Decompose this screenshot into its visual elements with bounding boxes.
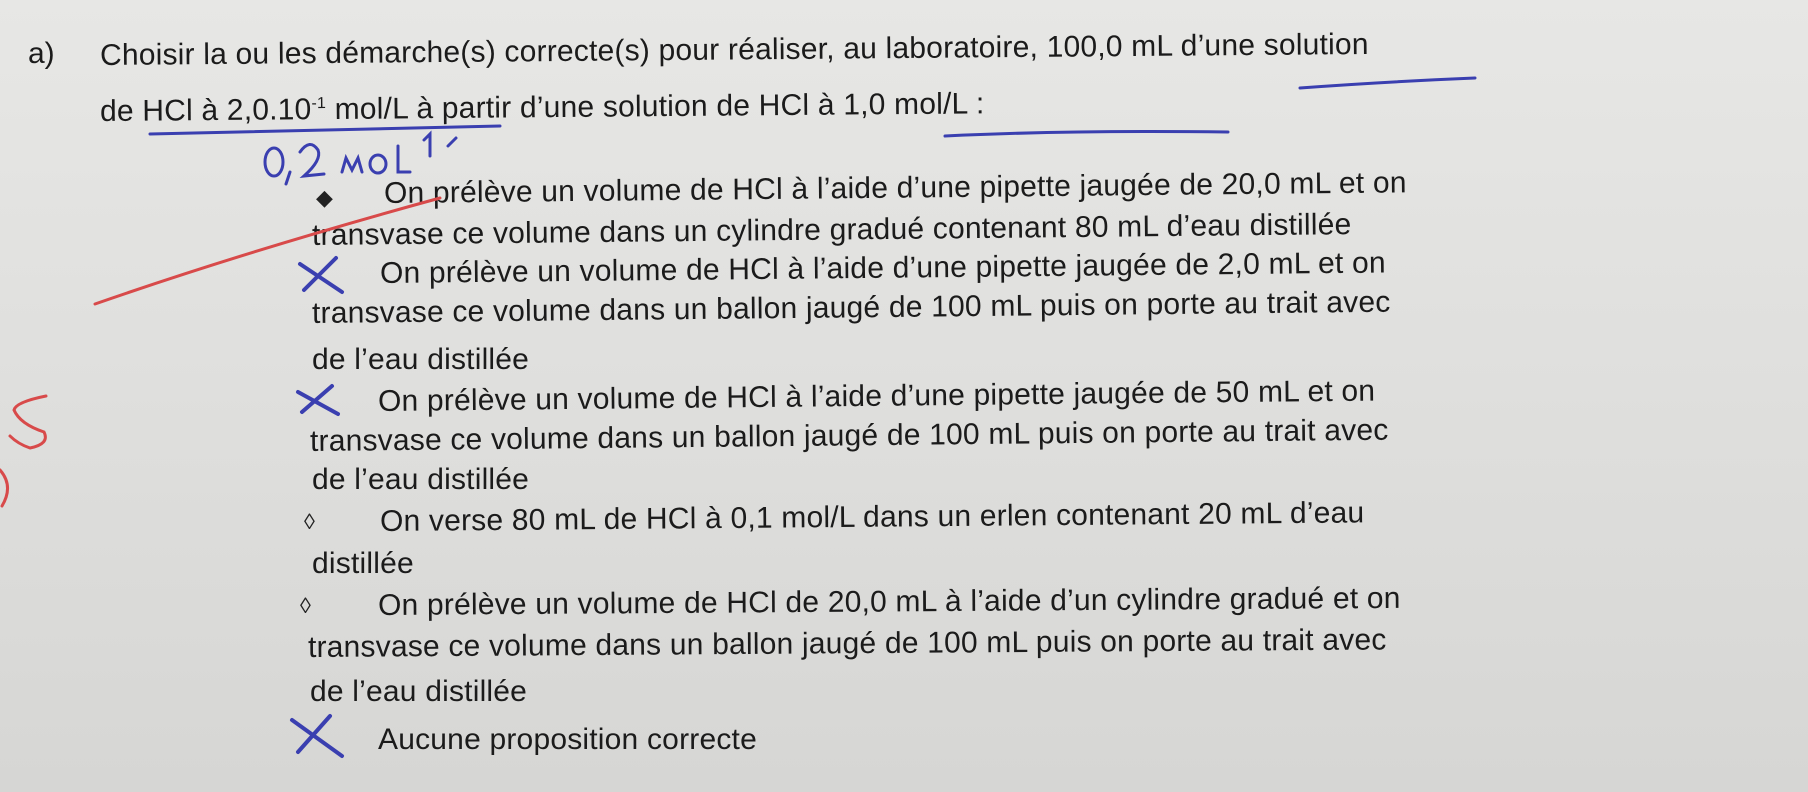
question-text-end: d’une solution — [1172, 27, 1369, 63]
option-5-line-1: On prélève un volume de HCl de 20,0 mL à l’aide d’un cylindre gradué et on — [377, 581, 1401, 622]
cross-option-2-mark — [300, 258, 342, 292]
question-line-2 — [100, 86, 985, 130]
question-text-mid: à partir d’une solution de — [407, 89, 759, 126]
option-1-line-1: On prélève un volume de HCl à l’aide d’une pipette jaugée de 20,0 mL et on — [383, 166, 1407, 210]
concentration-unit: mol/L — [325, 92, 409, 127]
target-volume: 100,0 mL — [1046, 29, 1173, 64]
option-2-line-2: transvase ce volume dans un ballon jaugé de 100 mL puis on porte au trait avec — [311, 285, 1391, 330]
question-text: Choisir la ou les démarche(s) correcte(s) pour réaliser, au laboratoire, — [99, 30, 1047, 72]
option-1-line-2: transvase ce volume dans un cylindre gradué contenant 80 mL d’eau distillée — [311, 208, 1352, 252]
option-5-line-2: transvase ce volume dans un ballon jaugé de 100 mL puis on porte au trait avec — [307, 623, 1387, 664]
option-3-line-1: On prélève un volume de HCl à l’aide d’une pipette jaugée de 50 mL et on — [377, 374, 1376, 418]
option-1-bullet: ◆ — [316, 185, 333, 210]
margin-score-5-mark — [10, 396, 46, 448]
question-line-1 — [100, 27, 1369, 74]
option-2-line-3: de l’eau distillée — [312, 343, 530, 376]
cross-option-6-mark — [292, 716, 342, 756]
option-2-line-1: On prélève un volume de HCl à l’aide d’une pipette jaugée de 2,0 mL et on — [379, 246, 1386, 290]
option-3-line-3: de l’eau distillée — [312, 463, 530, 496]
option-5-bullet: ◊ — [300, 593, 311, 618]
cross-option-3-mark — [298, 386, 338, 414]
option-6-line-1: Aucune proposition correcte — [378, 723, 757, 756]
option-4-line-2: distillée — [312, 547, 414, 580]
option-4-line-1: On verse 80 mL de HCl à 0,1 mol/L dans un erlen contenant 20 mL d’eau — [379, 496, 1365, 538]
option-4-bullet: ◊ — [304, 509, 315, 534]
exponent: -1 — [311, 95, 327, 113]
margin-paren-mark — [0, 470, 8, 506]
target-concentration: HCl à 2,0.10 — [142, 93, 312, 128]
underline-volume-mark — [1300, 78, 1475, 88]
option-5-line-3: de l’eau distillée — [310, 675, 528, 708]
question-text: de — [99, 94, 143, 128]
stock-concentration: HCl à 1,0 mol/L : — [758, 87, 985, 123]
question-label: a) — [28, 37, 55, 70]
option-3-line-2: transvase ce volume dans un ballon jaugé de 100 mL puis on porte au trait avec — [309, 413, 1389, 458]
underline-stock-mark — [945, 132, 1228, 137]
